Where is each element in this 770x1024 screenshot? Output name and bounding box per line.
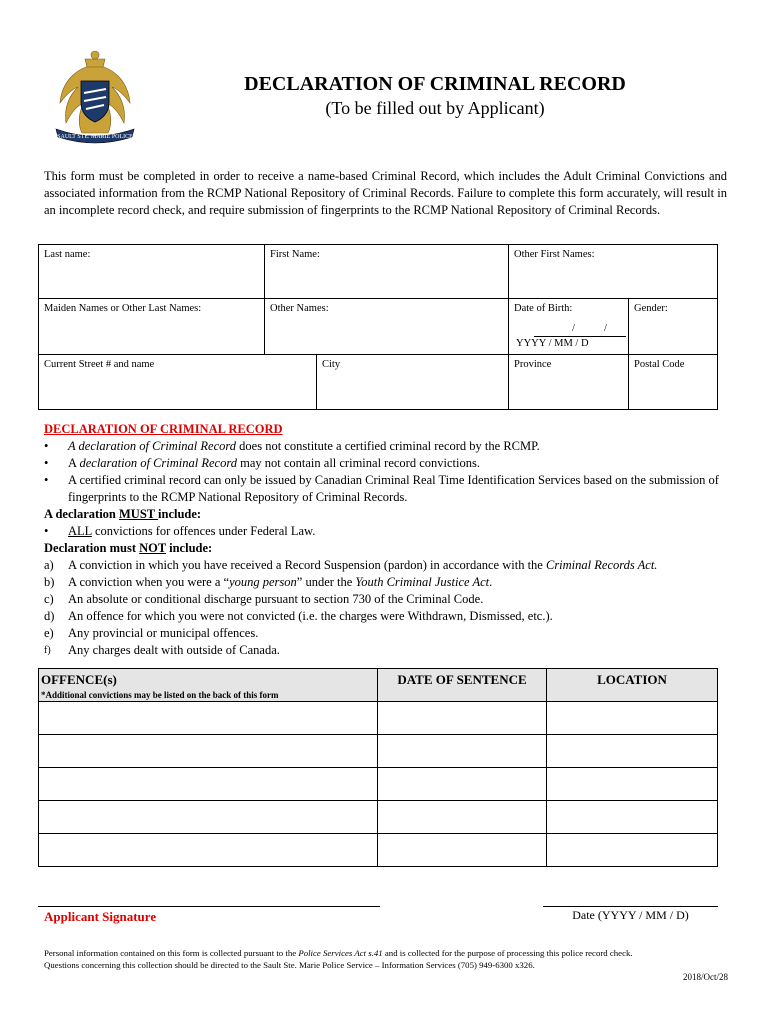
gender-field[interactable] bbox=[628, 298, 718, 355]
bullet-item: • A certified criminal record can only be issued by Canadian Criminal Real Time Identification Services based on the submission of fingerprints to the RCMP National Repository of Criminal Records. bbox=[44, 473, 719, 504]
exclusion-item: b) A conviction when you were a “young person” under the Youth Criminal Justice Act. bbox=[44, 575, 493, 589]
applicant-signature-label: Applicant Signature bbox=[44, 909, 157, 924]
privacy-notice: Personal information contained on this form is collected pursuant to the Police Services Act s.41 and is collected for the purpose of processing this police record check. Questions concerning this collection should be directed to the Sault Ste. Marie Police Service – Information Services (705) 949-6300 x326. bbox=[44, 948, 633, 970]
must-include-heading: A declaration MUST include: bbox=[44, 507, 202, 521]
offence-cell[interactable] bbox=[38, 833, 378, 867]
dob-slots: / / bbox=[514, 326, 623, 338]
other-first-names-label: Other First Names: bbox=[514, 249, 595, 260]
date-cell[interactable] bbox=[377, 734, 547, 768]
police-badge-logo bbox=[48, 45, 142, 145]
location-cell[interactable] bbox=[546, 734, 718, 768]
location-column-header: LOCATION bbox=[546, 668, 718, 702]
date-cell[interactable] bbox=[377, 833, 547, 867]
last-name-label: Last name: bbox=[44, 249, 91, 260]
offence-cell[interactable] bbox=[38, 701, 378, 735]
exclusion-item: c) An absolute or conditional discharge pursuant to section 730 of the Criminal Code. bbox=[44, 592, 484, 606]
province-field[interactable] bbox=[508, 354, 629, 410]
street-field[interactable] bbox=[38, 354, 317, 410]
date-cell[interactable] bbox=[377, 800, 547, 834]
date-line[interactable] bbox=[543, 906, 718, 907]
last-name-field[interactable] bbox=[38, 244, 265, 299]
date-cell[interactable] bbox=[377, 701, 547, 735]
exclusion-item: a) A conviction in which you have received a Record Suspension (pardon) in accordance with the Criminal Records Act. bbox=[44, 558, 658, 572]
exclusion-item: f) Any charges dealt with outside of Canada. bbox=[44, 643, 280, 657]
exclusion-item: d) An offence for which you were not convicted (i.e. the charges were Withdrawn, Dismissed, etc.). bbox=[44, 609, 553, 623]
form-revision-date: 2018/Oct/28 bbox=[683, 972, 728, 982]
bullet-item: • A declaration of Criminal Record may not contain all criminal record convictions. bbox=[44, 456, 480, 470]
offence-table bbox=[38, 668, 718, 867]
location-cell[interactable] bbox=[546, 833, 718, 867]
signature-line[interactable] bbox=[38, 906, 380, 907]
bullet-item: • A declaration of Criminal Record does not constitute a certified criminal record by the RCMP. bbox=[44, 439, 540, 453]
intro-paragraph: This form must be completed in order to receive a name-based Criminal Record, which includes the Adult Criminal Convictions and associated information from the RCMP National Repository of Criminal Records. Failure to complete this form accurately, will result in an incomplete record check, and require submission of fingerprints to the RCMP National Repository of Criminal Records. bbox=[44, 169, 727, 217]
gender-label: Gender: bbox=[634, 303, 668, 314]
city-field[interactable] bbox=[316, 354, 509, 410]
province-label: Province bbox=[514, 359, 552, 370]
date-cell[interactable] bbox=[377, 767, 547, 801]
offence-cell[interactable] bbox=[38, 767, 378, 801]
exclusion-item: e) Any provincial or municipal offences. bbox=[44, 626, 259, 640]
offence-cell[interactable] bbox=[38, 734, 378, 768]
city-label: City bbox=[322, 359, 341, 370]
location-cell[interactable] bbox=[546, 767, 718, 801]
page-title: DECLARATION OF CRIMINAL RECORD bbox=[244, 73, 626, 95]
declaration-section bbox=[44, 421, 734, 659]
badge-ribbon-text: SAULT STE. MARIE POLICE bbox=[57, 134, 133, 140]
first-name-label: First Name: bbox=[270, 249, 320, 260]
page-subtitle: (To be filled out by Applicant) bbox=[325, 98, 545, 118]
location-cell[interactable] bbox=[546, 701, 718, 735]
maiden-names-field[interactable] bbox=[38, 298, 265, 355]
bullet-item: • ALL convictions for offences under Federal Law. bbox=[44, 524, 316, 538]
other-names-label: Other Names: bbox=[270, 303, 329, 314]
offence-column-header: OFFENCE(s) *Additional convictions may be listed on the back of this form bbox=[38, 668, 378, 702]
dob-format-hint: YYYY / MM / D bbox=[516, 338, 589, 349]
postal-code-field[interactable] bbox=[628, 354, 718, 410]
date-of-birth-label: Date of Birth: bbox=[514, 303, 573, 314]
first-name-field[interactable] bbox=[264, 244, 509, 299]
maiden-names-label: Maiden Names or Other Last Names: bbox=[44, 303, 202, 314]
location-cell[interactable] bbox=[546, 800, 718, 834]
street-label: Current Street # and name bbox=[44, 359, 155, 370]
date-of-sentence-column-header: DATE OF SENTENCE bbox=[377, 668, 547, 702]
offence-cell[interactable] bbox=[38, 800, 378, 834]
must-not-include-heading: Declaration must NOT include: bbox=[44, 541, 213, 555]
other-first-names-field[interactable] bbox=[508, 244, 718, 299]
date-label: Date (YYYY / MM / D) bbox=[572, 908, 689, 922]
date-of-birth-field[interactable] bbox=[508, 298, 629, 355]
other-names-field[interactable] bbox=[264, 298, 509, 355]
declaration-heading: DECLARATION OF CRIMINAL RECORD bbox=[44, 422, 283, 436]
postal-code-label: Postal Code bbox=[634, 359, 685, 370]
